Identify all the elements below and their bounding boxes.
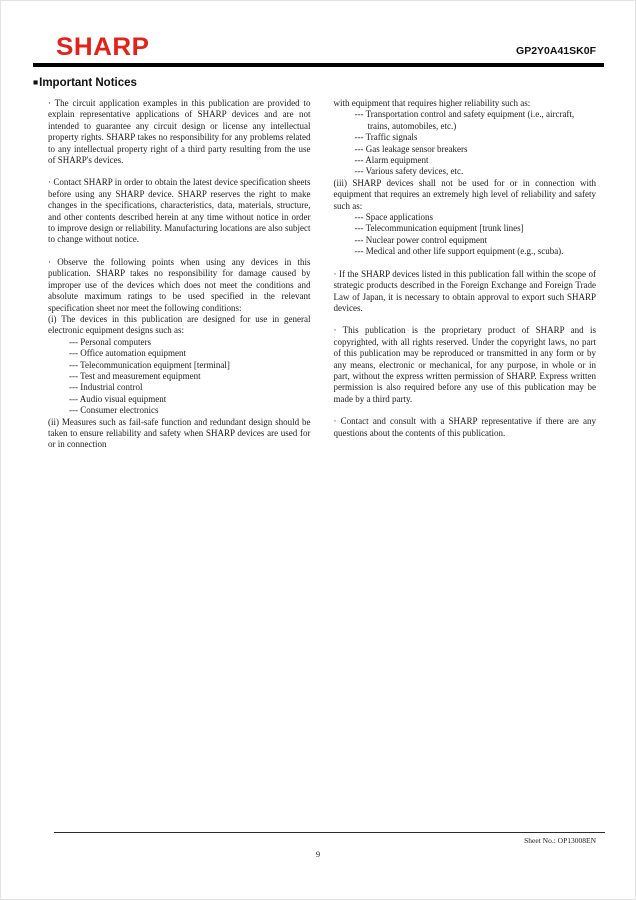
higher-reliability-list <box>355 109 597 177</box>
extreme-reliability-list <box>355 212 597 258</box>
part-number: GP2Y0A41SK0F <box>516 45 596 57</box>
list-item: --- Medical and other life support equipment (e.g., scuba). <box>354 246 564 257</box>
item-iii-prohibited: (iii) SHARP devices shall not be used for or in connection with equipment that requires an extremely high level of reliability and safety such as: <box>333 177 596 211</box>
page-title-text: Important Notices <box>39 77 137 89</box>
list-item: --- Test and measurement equipment <box>69 370 201 381</box>
page-number: 9 <box>315 849 321 859</box>
notices-right-column <box>334 98 597 451</box>
para-observe-points: · Observe the following points when using any devices in this publication. SHARP takes no responsibility for damage caused by improper use of the devices which does not meet the conditions and absolute maximum ratings to be used specified in the relevant specification sheet nor meet the following conditions: <box>48 256 311 313</box>
list-item: --- Consumer electronics <box>69 405 159 416</box>
list-item: --- Audio visual equipment <box>69 393 167 404</box>
list-item: --- Gas leakage sensor breakers <box>354 143 468 154</box>
footer-rule <box>54 832 605 833</box>
list-item: --- Alarm equipment <box>354 155 429 166</box>
list-item: --- Office automation equipment <box>69 348 187 359</box>
notices-body <box>48 98 596 451</box>
list-item: --- Telecommunication equipment [trunk lines] <box>354 223 524 234</box>
para-export-control: · If the SHARP devices listed in this publication fall within the scope of strategic products described in the Foreign Exchange and Foreign Trade Law of Japan, it is necessary to obtain approval to export such SHARP devices. <box>333 268 596 313</box>
para-circuit-examples: · The circuit application examples in this publication are provided to explain representative applications of SHARP devices and are not intended to guarantee any circuit design or license any intellectual property rights. SHARP takes no responsibility for any problems related to any intellectual property right of a third party resulting from the use of SHARP's devices. <box>48 98 311 166</box>
para-contact-sharp: · Contact SHARP in order to obtain the latest device specification sheets before using any SHARP device. SHARP reserves the right to make changes in the specifications, characteristics, data, materials, structure, and other contents described herein at any time without notice in order to improve design or reliability. Manufacturing locations are also subject to change without notice. <box>48 177 311 245</box>
item-ii-measures: (ii) Measures such as fail-safe function and redundant design should be taken to ensure reliability and safety when SHARP devices are used for or in connection <box>48 416 311 450</box>
header-rule <box>33 63 604 67</box>
square-bullet-icon: ■ <box>33 77 39 87</box>
list-item: --- Space applications <box>354 212 433 223</box>
item-i-intro: (i) The devices in this publication are designed for use in general electronic equipment designs such as: <box>48 313 311 336</box>
list-item: --- Telecommunication equipment [terminal] <box>69 359 230 370</box>
general-equipment-list <box>69 337 311 417</box>
para-copyright: · This publication is the proprietary product of SHARP and is copyrighted, with all rights reserved. Under the copyright laws, no part of this publication may be reproduced or transmitted in any form or by any means, electronic or mechanical, for any purpose, in whole or in part, without the express written permission of SHARP. Express written permission is also required before any use of this publication may be made by a third party. <box>333 325 596 404</box>
page-header <box>1 1 635 61</box>
list-item: --- Traffic signals <box>354 132 418 143</box>
sheet-number: Sheet No.: OP13008EN <box>524 836 596 845</box>
list-item: --- Transportation control and safety equipment (i.e., aircraft, trains, automobiles, etc.) <box>354 109 575 131</box>
item-ii-continuation: with equipment that requires higher reliability such as: <box>333 98 531 108</box>
notices-left-column <box>48 98 311 451</box>
para-contact-representative: · Contact and consult with a SHARP representative if there are any questions about the contents of this publication. <box>333 416 596 438</box>
list-item: --- Various safety devices, etc. <box>354 166 464 177</box>
page-title <box>33 77 603 89</box>
list-item: --- Nuclear power control equipment <box>354 234 487 245</box>
list-item: --- Industrial control <box>69 382 143 393</box>
sharp-logo: SHARP <box>56 32 150 61</box>
list-item: --- Personal computers <box>69 336 151 347</box>
